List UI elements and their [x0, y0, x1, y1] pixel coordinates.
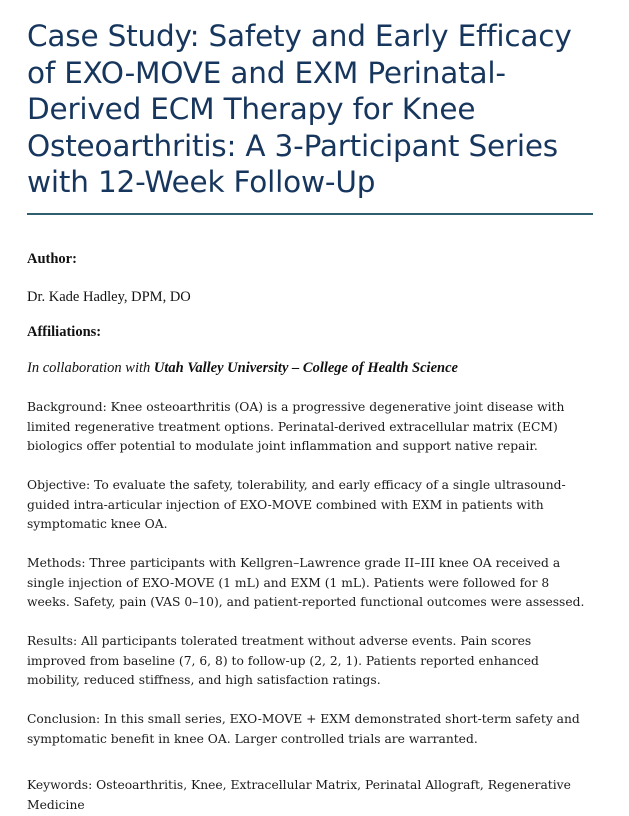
affiliation-prefix: In collaboration with — [27, 360, 154, 376]
affiliation-institution: Utah Valley University – College of Health Science — [153, 360, 458, 376]
author-label: Author: — [27, 251, 77, 267]
abstract-objective: Objective: To evaluate the safety, tolerability, and early efficacy of a single ultrasound-guided intra-articular injection of EXO-MOVE combined with EXM in patients with symptomatic knee OA. — [27, 478, 566, 531]
abstract-results: Results: All participants tolerated treatment without adverse events. Pain scores improved from baseline (7, 6, 8) to follow-up (2, 2, 1). Patients reported enhanced mobility, reduced stiffness, and high satisfaction ratings. — [27, 634, 539, 687]
author-name: Dr. Kade Hadley, DPM, DO — [27, 289, 191, 305]
affiliations-label: Affiliations: — [27, 324, 102, 340]
paper-title: Case Study: Safety and Early Efficacy of EXO-MOVE and EXM Perinatal-Derived ECM Therapy for Knee Osteoarthritis: A 3-Participant Series with 12-Week Follow-Up — [27, 18, 593, 215]
abstract-background: Background: Knee osteoarthritis (OA) is a progressive degenerative joint disease with limited regenerative treatment options. Perinatal-derived extracellular matrix (ECM) biologics offer potential to modulate joint inflammation and support native repair. — [27, 400, 565, 453]
abstract-conclusion: Conclusion: In this small series, EXO-MOVE + EXM demonstrated short-term safety and symptomatic benefit in knee OA. Larger controlled trials are warranted. — [27, 712, 580, 746]
keywords: Keywords: Osteoarthritis, Knee, Extracellular Matrix, Perinatal Allograft, Regenerative Medicine — [27, 778, 571, 812]
document-page — [27, 18, 593, 812]
abstract-methods: Methods: Three participants with Kellgren–Lawrence grade II–III knee OA received a single injection of EXO-MOVE (1 mL) and EXM (1 mL). Patients were followed for 8 weeks. Safety, pain (VAS 0–10), and patient-reported functional outcomes were assessed. — [27, 556, 585, 609]
affiliation-line — [27, 360, 458, 377]
